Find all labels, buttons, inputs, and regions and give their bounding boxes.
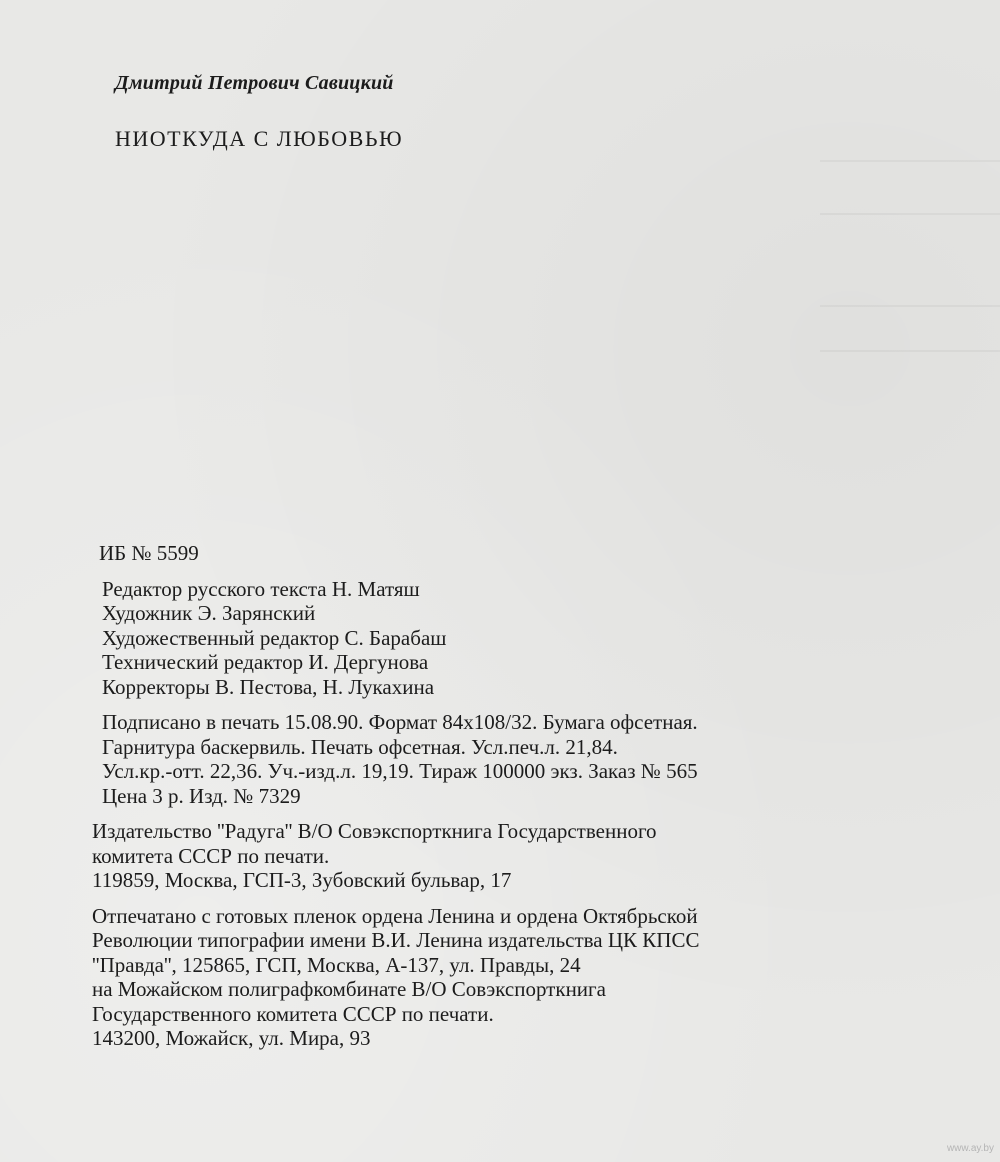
printer-line: ''Правда'', 125865, ГСП, Москва, А-137, ул. Правды, 24 bbox=[92, 952, 581, 977]
publisher-line: Издательство ''Радуга'' В/О Совэкспорткнига Государственного bbox=[92, 819, 657, 843]
ib-number: ИБ № 5599 bbox=[99, 541, 199, 565]
printer-info bbox=[92, 904, 972, 1051]
spacer bbox=[92, 893, 972, 904]
credit-line: Редактор русского текста Н. Матяш bbox=[102, 576, 420, 601]
show-through-mark bbox=[820, 213, 1000, 215]
spec-line: Цена 3 р. Изд. № 7329 bbox=[102, 783, 301, 808]
spacer bbox=[92, 699, 972, 710]
printer-line: Отпечатано с готовых пленок ордена Ленина и ордена Октябрьской bbox=[92, 903, 698, 928]
printer-line: Революции типографии имени В.И. Ленина издательства ЦК КПСС bbox=[92, 928, 700, 952]
show-through-mark bbox=[820, 350, 1000, 352]
watermark: www.ay.by bbox=[946, 1143, 994, 1154]
imprint-block bbox=[92, 541, 972, 1051]
credit-line: Художник Э. Зарянский bbox=[102, 601, 316, 625]
book-title: НИОТКУДА С ЛЮБОВЬЮ bbox=[115, 126, 404, 151]
spec-line: Усл.кр.-отт. 22,36. Уч.-изд.л. 19,19. Тираж 100000 экз. Заказ № 565 bbox=[102, 759, 698, 783]
credits-list bbox=[92, 577, 972, 700]
printer-line: 143200, Можайск, ул. Мира, 93 bbox=[92, 1026, 371, 1050]
printer-line: на Можайском полиграфкомбинате В/О Совэкспорткнига bbox=[92, 977, 606, 1001]
print-specs bbox=[92, 710, 972, 808]
spacer bbox=[92, 566, 972, 577]
spacer bbox=[92, 808, 972, 819]
show-through-mark bbox=[820, 305, 1000, 307]
printer-line: Государственного комитета СССР по печати. bbox=[92, 1001, 494, 1026]
spec-line: Подписано в печать 15.08.90. Формат 84x108/32. Бумага офсетная. bbox=[102, 710, 698, 734]
credit-line: Технический редактор И. Дергунова bbox=[102, 650, 429, 674]
credit-line: Художественный редактор С. Барабаш bbox=[102, 625, 447, 650]
spec-line: Гарнитура баскервиль. Печать офсетная. Усл.печ.л. 21,84. bbox=[102, 734, 618, 759]
publisher-info bbox=[92, 819, 972, 893]
credit-line: Корректоры В. Пестова, Н. Лукахина bbox=[102, 674, 435, 699]
author-name: Дмитрий Петрович Савицкий bbox=[115, 72, 394, 94]
show-through-mark bbox=[820, 160, 1000, 162]
publisher-line: 119859, Москва, ГСП-3, Зубовский бульвар, 17 bbox=[92, 868, 512, 892]
publisher-line: комитета СССР по печати. bbox=[92, 843, 330, 868]
